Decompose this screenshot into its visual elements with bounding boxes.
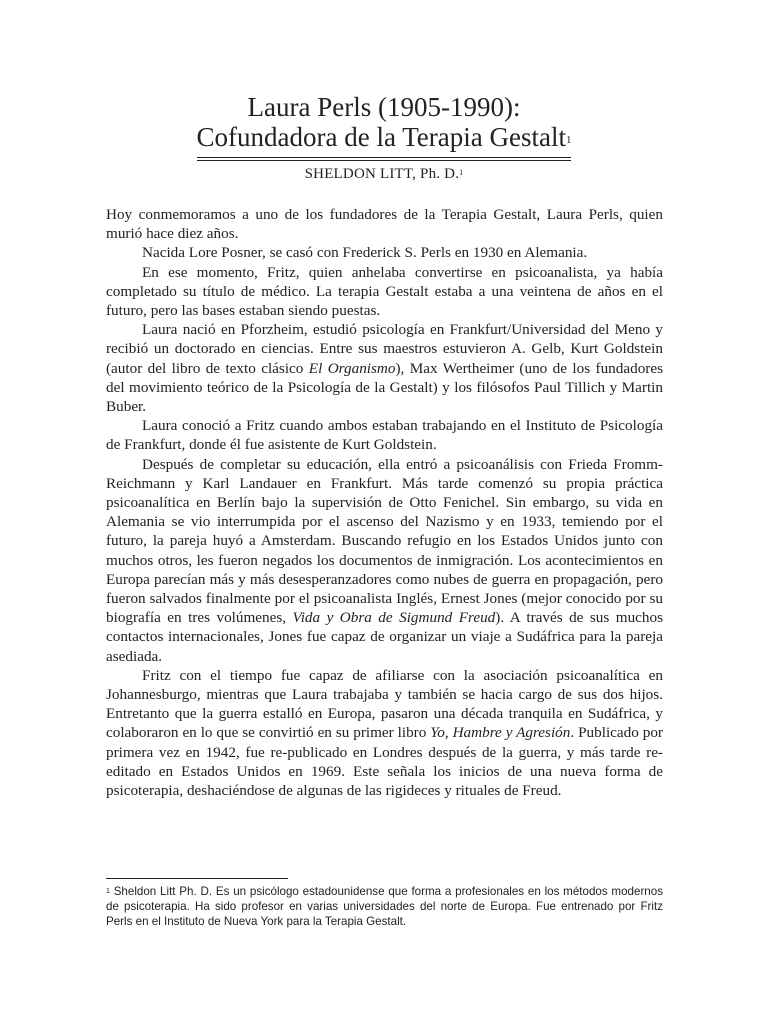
paragraph-7-part-2: . Publicado por primera vez en 1942, fue re-publicado en Londres después de la guerra, y más tarde re-editado en Estados Unidos en 1969. Este señala los inicios de una nueva forma de psicoterapia, deshaciéndose de algunas de las rigideces y rituales de Freud. [106, 724, 663, 800]
paragraph-4-book-title: El Organismo [308, 359, 396, 377]
title-line-1: Laura Perls (1905-1990): [247, 92, 521, 122]
paragraph-4 [106, 320, 663, 416]
paragraph-7-part-1: Fritz con el tiempo fue capaz de afiliarse con la asociación psicoanalítica en Johannesburgo, mientras que Laura trabajaba y también se hacia cargo de sus dos hijos. Entretanto que la guerra estalló en Europa, pasaron una década tranquila en Sudáfrica, y colaboraron en lo que se convirtió en su primer libro [106, 666, 663, 742]
footnote-separator [106, 878, 288, 879]
author-footnote-mark: 1 [459, 168, 464, 177]
paragraph-5: Laura conoció a Fritz cuando ambos estaban trabajando en el Instituto de Psicología de Frankfurt, donde él fue asistente de Kurt Goldstein. [106, 417, 663, 454]
title-double-rule [197, 157, 571, 161]
footnote [106, 884, 663, 929]
paragraph-3: En ese momento, Fritz, quien anhelaba convertirse en psicoanalista, ya había completado su título de médico. La terapia Gestalt estaba a una veintena de años en el futuro, pero las bases estaban siendo puestas. [106, 263, 663, 320]
paragraph-6 [106, 455, 663, 666]
article-body [106, 205, 663, 800]
title-block [0, 92, 768, 161]
paragraph-4-part-2: ), Max Wertheimer (uno de los fundadores del movimiento teórico de la Psicología de la Gestalt) y los filósofos Paul Tillich y Martin Buber. [106, 359, 663, 416]
title-line-2 [0, 122, 768, 152]
title-line-2-text: Cofundadora de la Terapia Gestalt [196, 122, 566, 152]
paragraph-2: Nacida Lore Posner, se casó con Frederick S. Perls en 1930 en Alemania. [142, 244, 588, 262]
paragraph-4-part-1: Laura nació en Pforzheim, estudió psicología en Frankfurt/Universidad del Meno y recibió un doctorado en ciencias. Entre sus maestros estuvieron A. Gelb, Kurt Goldstein (autor del libro de texto clásico [106, 321, 663, 377]
paragraph-7-book-title: Yo, Hambre y Agresión [430, 724, 571, 742]
author-line [0, 166, 768, 183]
footnote-mark: 1 [106, 888, 110, 895]
paragraph-7 [106, 666, 663, 800]
paragraph-6-book-title: Vida y Obra de Sigmund Freud [292, 609, 496, 627]
title-footnote-mark: 1 [565, 134, 572, 146]
author-name: SHELDON LITT, Ph. D. [304, 166, 460, 182]
footnote-text: Sheldon Litt Ph. D. Es un psicólogo estadounidense que forma a profesionales en los métodos modernos de psicoterapia. Ha sido profesor en varias universidades del norte de Europa. Fue entrenado por Fritz Perls en el Instituto de Nueva York para la Terapia Gestalt. [106, 885, 663, 928]
paragraph-6-part-2: ). A través de sus muchos contactos internacionales, Jones fue capaz de organizar un viaje a Sudáfrica para la pareja asediada. [106, 609, 664, 665]
paragraph-6-part-1: Después de completar su educación, ella entró a psicoanálisis con Frieda Fromm-Reichmann y Karl Landauer en Frankfurt. Más tarde comenzó su propia práctica psicoanalítica en Berlín bajo la supervisión de Otto Fenichel. Sin embargo, su vida en Alemania se vio interrumpida por el ascenso del Nazismo y en 1933, temiendo por el futuro, la pareja huyó a Amsterdam. Buscando refugio en los Estados Unidos junto con muchos otros, les fueron negados los documentos de inmigración. Los acontecimientos en Europa parecían más y más desesperanzadores como nubes de guerra en propagación, pero fueron salvados finalmente por el psicoanalista Inglés, Ernest Jones (mejor conocido por su biografía en tres volúmenes, [106, 455, 663, 627]
paragraph-1: Hoy conmemoramos a uno de los fundadores de la Terapia Gestalt, Laura Perls, quien murió hace diez años. [106, 206, 663, 243]
